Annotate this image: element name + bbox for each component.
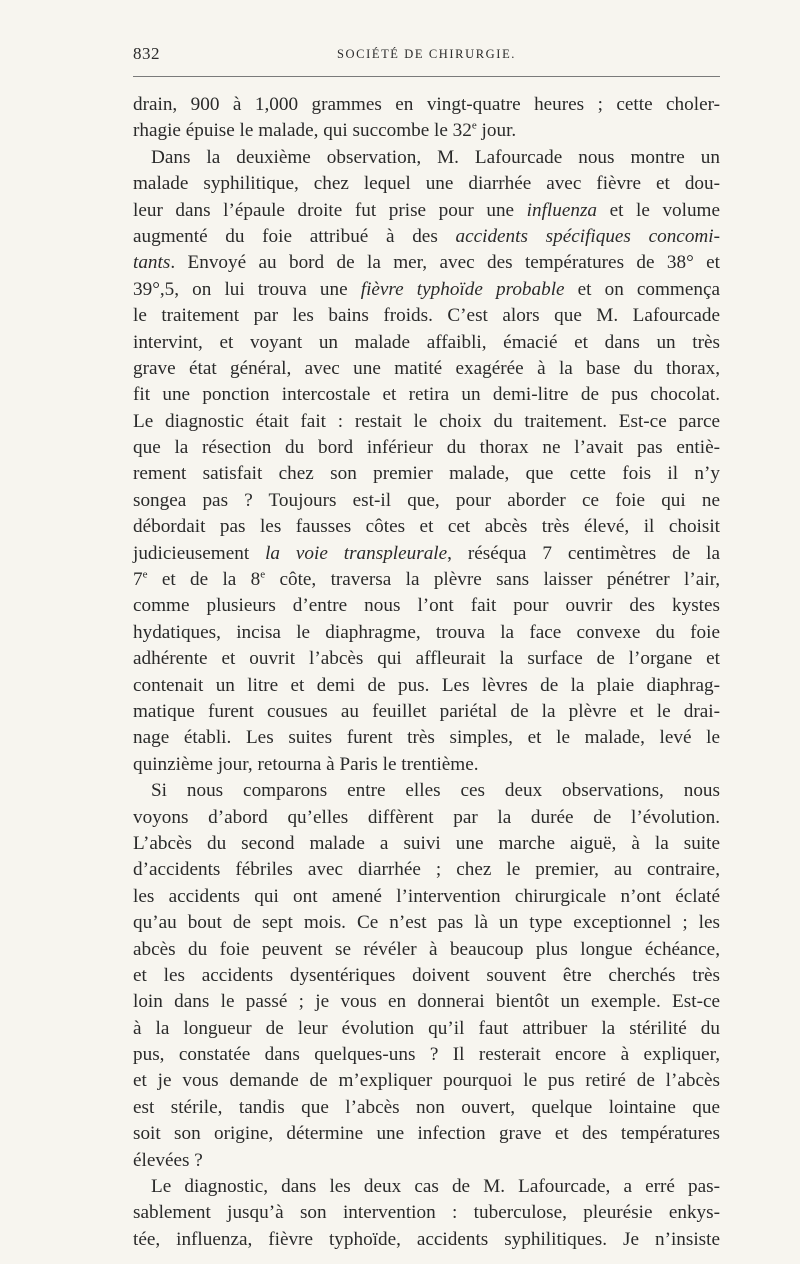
header-rule xyxy=(133,76,720,77)
text-line xyxy=(133,1016,720,1042)
text-line xyxy=(133,488,720,514)
text-line xyxy=(133,673,720,699)
text-run: songea pas ? Toujours est-il que, pour aborder ce foie qui ne xyxy=(133,489,720,511)
text-line xyxy=(133,857,720,883)
text-run: hydatiques, incisa le diaphragme, trouva la face convexe du foie xyxy=(133,621,720,643)
text-line xyxy=(133,409,720,435)
text-run: débordait pas les fausses côtes et cet abcès très élevé, il choisit xyxy=(133,516,720,538)
text-line xyxy=(133,303,720,329)
text-run: que la résection du bord inférieur du thorax ne l’avait pas entiè- xyxy=(133,437,720,459)
text-line xyxy=(133,910,720,936)
text-line xyxy=(133,699,720,725)
text-run: quinzième jour, retourna à Paris le trentième. xyxy=(133,753,479,775)
text-run: les accidents qui ont amené l’intervention chirurgicale n’ont éclaté xyxy=(133,885,720,907)
text-line xyxy=(133,382,720,408)
text-run: à la longueur de leur évolution qu’il faut attribuer la stérilité du xyxy=(133,1017,720,1039)
text-run: sablement jusqu’à son intervention : tuberculose, pleurésie enkys- xyxy=(133,1202,720,1224)
text-run: pus, constatée dans quelques-uns ? Il resterait encore à expliquer, xyxy=(133,1044,720,1066)
text-line xyxy=(133,937,720,963)
text-run: malade syphilitique, chez lequel une diarrhée avec fièvre et dou- xyxy=(133,173,720,195)
text-line xyxy=(133,567,720,593)
text-run: L’abcès du second malade a suivi une marche aiguë, à la suite xyxy=(133,832,720,854)
text-run: d’accidents fébriles avec diarrhée ; chez le premier, au contraire, xyxy=(133,859,720,881)
text-run: loin dans le passé ; je vous en donnerai bientôt un exemple. Est-ce xyxy=(133,991,720,1013)
text-line xyxy=(133,224,720,250)
text-line xyxy=(133,1068,720,1094)
superscript: e xyxy=(260,568,266,581)
running-title: SOCIÉTÉ DE CHIRURGIE. xyxy=(336,47,517,61)
text-run: 39°,5, on lui trouva une xyxy=(133,278,361,300)
text-line xyxy=(133,831,720,857)
text-run: . Envoyé au bord de la mer, avec des températures de 38° et xyxy=(170,252,720,274)
page-header xyxy=(133,44,720,68)
text-run: élevées ? xyxy=(133,1149,203,1171)
italic-phrase: la voie transpleurale xyxy=(265,542,448,564)
text-run: qu’au bout de sept mois. Ce n’est pas là un type exceptionnel ; les xyxy=(133,912,720,934)
text-run: tée, influenza, fièvre typhoïde, accidents syphilitiques. Je n’insiste xyxy=(133,1228,720,1250)
text-line xyxy=(133,725,720,751)
text-run: leur dans l’épaule droite fut prise pour une xyxy=(133,199,527,221)
italic-phrase: influenza xyxy=(526,199,598,221)
text-run: jour. xyxy=(476,120,517,142)
text-run: grave état général, avec une matité exagérée à la base du thorax, xyxy=(133,357,720,379)
text-run: nage établi. Les suites furent très simples, et le malade, levé le xyxy=(133,727,720,749)
text-line xyxy=(133,92,720,118)
text-run: et on commença xyxy=(564,278,720,300)
text-run: 7 xyxy=(133,569,143,591)
text-line xyxy=(133,884,720,910)
text-line xyxy=(133,330,720,356)
text-line xyxy=(133,1095,720,1121)
italic-phrase: fièvre typhoïde probable xyxy=(360,278,565,300)
text-line xyxy=(133,541,720,567)
page-number: 832 xyxy=(133,44,160,63)
text-run: le traitement par les bains froids. C’est alors que M. Lafourcade xyxy=(133,305,720,327)
text-run: rhagie épuise le malade, qui succombe le 32 xyxy=(133,120,472,142)
text-line xyxy=(133,1227,720,1253)
text-line xyxy=(133,593,720,619)
italic-phrase: tants xyxy=(133,252,171,274)
text-run: adhérente et ouvrit l’abcès qui affleurait la surface de l’organe et xyxy=(133,648,720,670)
text-run: intervint, et voyant un malade affaibli, émacié et dans un très xyxy=(133,331,720,353)
text-line xyxy=(133,1121,720,1147)
italic-phrase: accidents spécifiques concomi- xyxy=(455,225,720,247)
text-run: et de la 8 xyxy=(147,569,261,591)
text-run: fit une ponction intercostale et retira un demi-litre de pus chocolat. xyxy=(133,384,720,406)
text-line xyxy=(133,118,720,144)
text-line xyxy=(133,145,720,171)
text-run: judicieusement xyxy=(133,542,266,564)
text-run: Le diagnostic, dans les deux cas de M. Lafourcade, a erré pas- xyxy=(151,1176,720,1198)
text-run: et le volume xyxy=(597,199,720,221)
text-run: comme plusieurs d’entre nous l’ont fait pour ouvrir des kystes xyxy=(133,595,720,617)
text-run: côte, traversa la plèvre sans laisser pénétrer l’air, xyxy=(265,569,721,591)
text-line xyxy=(133,171,720,197)
text-run: contenait un litre et demi de pus. Les lèvres de la plaie diaphrag- xyxy=(133,674,720,696)
text-run: abcès du foie peuvent se révéler à beaucoup plus longue échéance, xyxy=(133,938,720,960)
text-run: augmenté du foie attribué à des xyxy=(133,225,456,247)
text-run: rement satisfait chez son premier malade, que cette fois il n’y xyxy=(133,463,720,485)
text-line xyxy=(133,461,720,487)
text-line xyxy=(133,250,720,276)
text-run: et les accidents dysentériques doivent souvent être cherchés très xyxy=(133,964,720,986)
text-line xyxy=(133,198,720,224)
text-line xyxy=(133,963,720,989)
text-run: Si nous comparons entre elles ces deux observations, nous xyxy=(151,780,720,802)
text-run: voyons d’abord qu’elles diffèrent par la durée de l’évolution. xyxy=(133,806,720,828)
text-line xyxy=(133,646,720,672)
text-line xyxy=(133,989,720,1015)
text-run: soit son origine, détermine une infection grave et des températures xyxy=(133,1123,720,1145)
text-line xyxy=(133,805,720,831)
text-run: , réséqua 7 centimètres de la xyxy=(447,542,721,564)
text-line xyxy=(133,1148,720,1174)
text-line xyxy=(133,1042,720,1068)
superscript: e xyxy=(142,568,148,581)
text-line xyxy=(133,356,720,382)
text-run: Dans la deuxième observation, M. Lafourcade nous montre un xyxy=(151,146,720,168)
text-run: drain, 900 à 1,000 grammes en vingt-quatre heures ; cette choler- xyxy=(133,94,720,115)
text-line xyxy=(133,620,720,646)
body-text xyxy=(133,92,720,1253)
text-run: matique furent cousues au feuillet pariétal de la plèvre et le drai- xyxy=(133,700,720,722)
text-line xyxy=(133,1200,720,1226)
text-run: Le diagnostic était fait : restait le choix du traitement. Est-ce parce xyxy=(133,410,720,432)
text-run: et je vous demande de m’expliquer pourquoi le pus retiré de l’abcès xyxy=(133,1070,720,1092)
text-line xyxy=(133,752,720,778)
text-line xyxy=(133,1174,720,1200)
text-line xyxy=(133,514,720,540)
superscript: e xyxy=(471,120,477,132)
text-line xyxy=(133,435,720,461)
text-line xyxy=(133,778,720,804)
text-run: est stérile, tandis que l’abcès non ouvert, quelque lointaine que xyxy=(133,1096,720,1118)
text-line xyxy=(133,277,720,303)
